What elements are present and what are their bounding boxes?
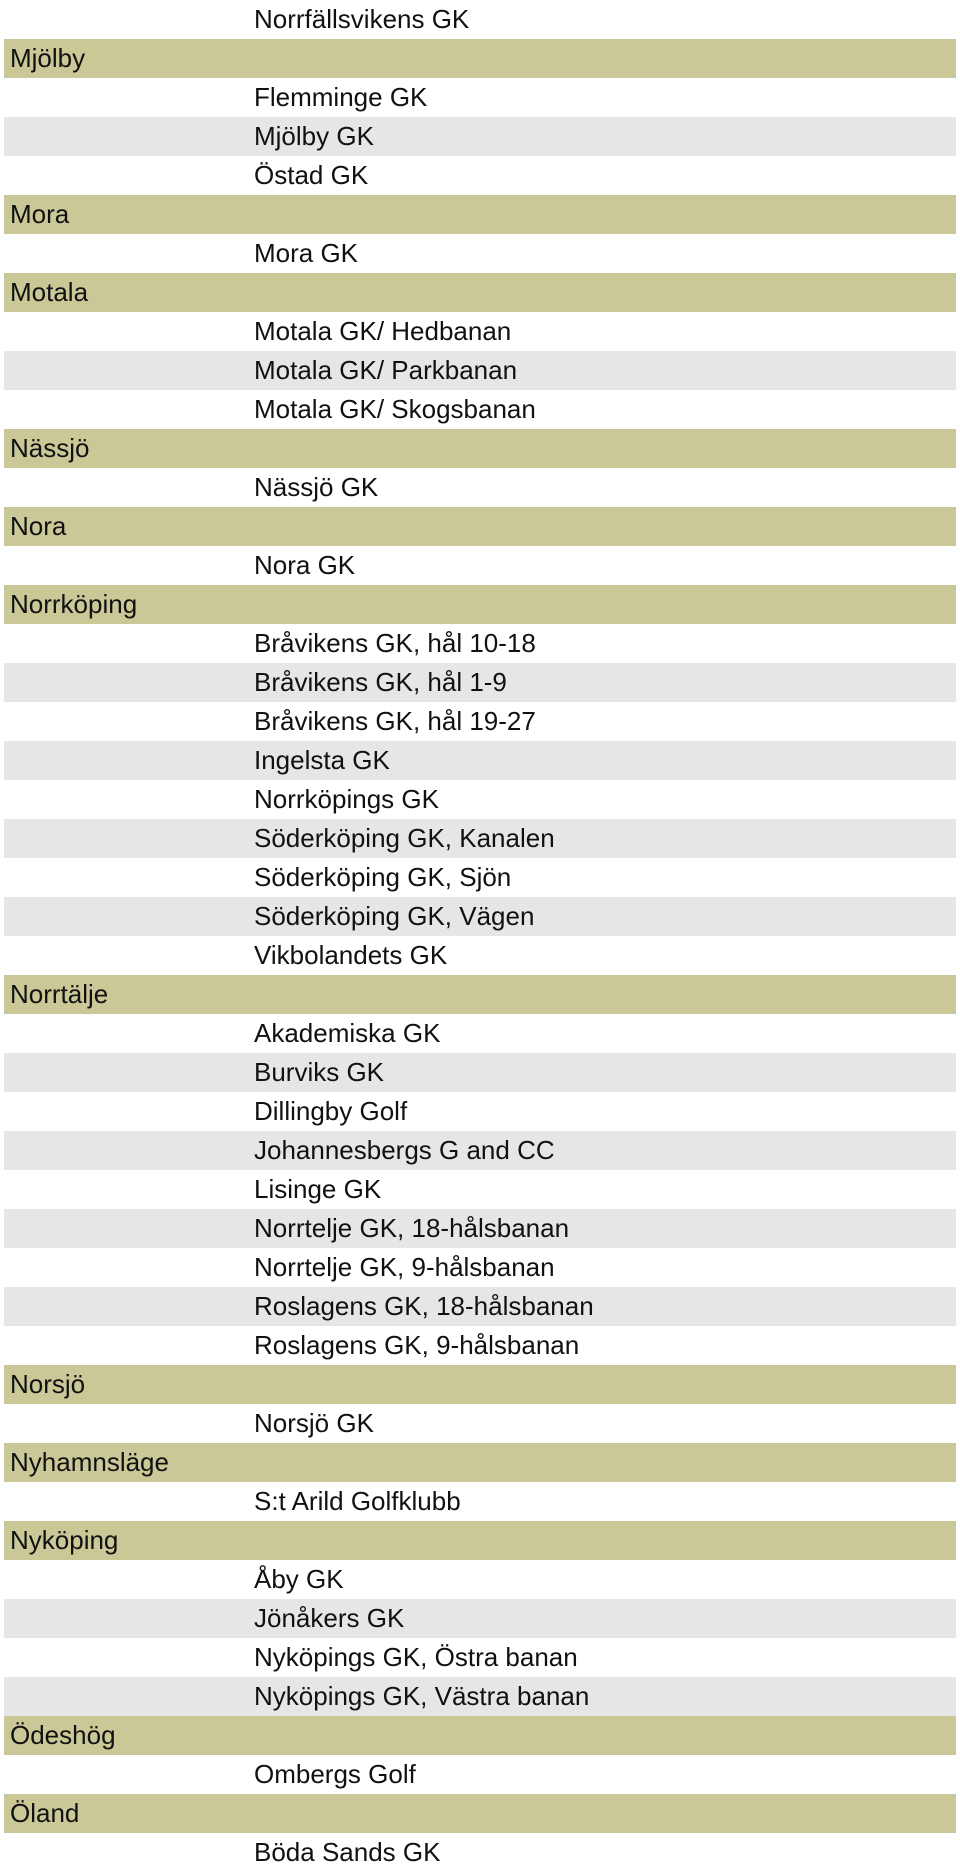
club-name: Norrtelje GK, 18-hålsbanan: [254, 1213, 570, 1243]
club-name: Roslagens GK, 18-hålsbanan: [254, 1291, 594, 1321]
club-name: Söderköping GK, Kanalen: [254, 823, 555, 853]
city-row: [4, 1521, 956, 1560]
club-name: Roslagens GK, 9-hålsbanan: [254, 1330, 580, 1360]
city-row: [4, 195, 956, 234]
club-row: [4, 624, 956, 663]
city-row: [4, 429, 956, 468]
club-row: [4, 546, 956, 585]
club-row: [4, 1248, 956, 1287]
club-row: [4, 390, 956, 429]
club-name: Vikbolandets GK: [254, 940, 448, 970]
city-row: [4, 975, 956, 1014]
city-row: [4, 1365, 956, 1404]
club-name: Mjölby GK: [254, 121, 374, 151]
club-name: Bråvikens GK, hål 1-9: [254, 667, 507, 697]
club-name: Söderköping GK, Vägen: [254, 901, 535, 931]
club-name: Nyköpings GK, Västra banan: [254, 1681, 590, 1711]
club-name: Lisinge GK: [254, 1174, 382, 1204]
club-row: [4, 663, 956, 702]
club-name: Akademiska GK: [254, 1018, 441, 1048]
club-row: [4, 1092, 956, 1131]
city-row: [4, 585, 956, 624]
city-name: Mora: [10, 199, 70, 229]
city-row: [4, 39, 956, 78]
club-row: [4, 78, 956, 117]
club-name: Ombergs Golf: [254, 1759, 416, 1789]
club-row: [4, 234, 956, 273]
city-row: [4, 1716, 956, 1755]
city-name: Norrköping: [10, 589, 138, 619]
club-name: Norrköpings GK: [254, 784, 439, 814]
club-name: Dillingby Golf: [254, 1096, 408, 1126]
city-name: Nyköping: [10, 1525, 119, 1555]
club-name: Burviks GK: [254, 1057, 385, 1087]
city-name: Öland: [10, 1798, 80, 1828]
club-name: Nässjö GK: [254, 472, 379, 502]
city-row: [4, 507, 956, 546]
club-name: Östad GK: [254, 160, 369, 190]
club-name: Åby GK: [254, 1564, 344, 1594]
club-row: [4, 1560, 956, 1599]
club-name: Johannesbergs G and CC: [254, 1135, 555, 1165]
club-row: [4, 702, 956, 741]
club-row: [4, 156, 956, 195]
club-name: Flemminge GK: [254, 82, 428, 112]
club-row: [4, 1287, 956, 1326]
club-row: [4, 1209, 956, 1248]
club-row: [4, 936, 956, 975]
club-row: [4, 741, 956, 780]
club-name: Norrtelje GK, 9-hålsbanan: [254, 1252, 555, 1282]
club-row: [4, 117, 956, 156]
city-name: Norsjö: [10, 1369, 86, 1399]
city-row: [4, 1794, 956, 1833]
club-row: [4, 780, 956, 819]
club-name: Bråvikens GK, hål 19-27: [254, 706, 536, 736]
city-name: Norrtälje: [10, 979, 109, 1009]
club-name: Motala GK/ Parkbanan: [254, 355, 518, 385]
club-name: Söderköping GK, Sjön: [254, 862, 512, 892]
club-row: [4, 1404, 956, 1443]
club-name: Nyköpings GK, Östra banan: [254, 1642, 578, 1672]
club-name: Böda Sands GK: [254, 1837, 441, 1867]
club-row: [4, 1326, 956, 1365]
club-name: Norsjö GK: [254, 1408, 374, 1438]
club-row: [4, 1053, 956, 1092]
city-name: Ödeshög: [10, 1720, 116, 1750]
club-row: [4, 819, 956, 858]
club-row: [4, 1599, 956, 1638]
city-name: Nora: [10, 511, 67, 541]
club-name: Motala GK/ Skogsbanan: [254, 394, 536, 424]
club-row: [4, 1638, 956, 1677]
city-club-list: [4, 0, 956, 1872]
city-row: [4, 273, 956, 312]
club-name: S:t Arild Golfklubb: [254, 1486, 461, 1516]
city-name: Motala: [10, 277, 89, 307]
city-name: Mjölby: [10, 43, 86, 73]
club-name: Nora GK: [254, 550, 356, 580]
city-row: [4, 1443, 956, 1482]
club-row: [4, 312, 956, 351]
club-name: Ingelsta GK: [254, 745, 390, 775]
club-name: Motala GK/ Hedbanan: [254, 316, 512, 346]
club-row: [4, 1014, 956, 1053]
club-row: [4, 1677, 956, 1716]
club-row: [4, 1131, 956, 1170]
club-row: [4, 0, 956, 39]
club-name: Jönåkers GK: [254, 1603, 405, 1633]
city-name: Nyhamnsläge: [10, 1447, 169, 1477]
city-name: Nässjö: [10, 433, 90, 463]
club-name: Norrfällsvikens GK: [254, 4, 470, 34]
club-row: [4, 1482, 956, 1521]
club-row: [4, 858, 956, 897]
club-row: [4, 351, 956, 390]
club-row: [4, 897, 956, 936]
club-name: Bråvikens GK, hål 10-18: [254, 628, 536, 658]
club-row: [4, 1170, 956, 1209]
club-row: [4, 468, 956, 507]
club-row: [4, 1755, 956, 1794]
club-name: Mora GK: [254, 238, 359, 268]
